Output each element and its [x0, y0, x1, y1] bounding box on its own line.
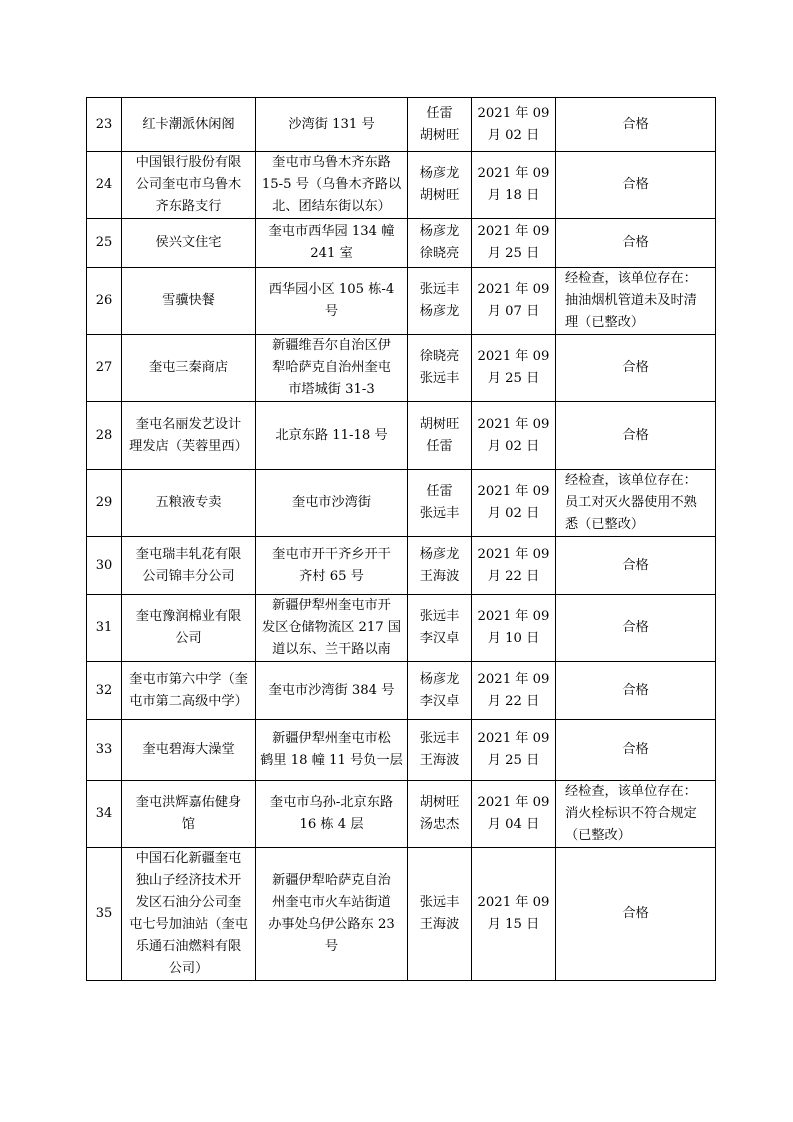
inspection-table-body [87, 98, 716, 981]
unit-address-line: 齐村 65 号 [299, 568, 364, 584]
row-number: 33 [95, 742, 113, 757]
unit-name-line: 奎屯市第六中学（奎 [129, 671, 248, 687]
unit-name-line: 独山子经济技术开 [135, 873, 242, 888]
unit-address-line: 新疆伊犁州奎屯市松 [272, 731, 391, 746]
unit-address-cell [256, 848, 408, 981]
table-row [87, 662, 716, 720]
inspection-date-line: 2021 年 09 [477, 795, 550, 810]
unit-address-cell [256, 781, 408, 848]
unit-name-cell [122, 219, 256, 268]
unit-name-line: 乐通石油燃料有限 [135, 939, 242, 954]
unit-name-line: 五粮液专卖 [155, 495, 222, 510]
inspection-result-line: 合格 [622, 116, 649, 132]
unit-name-line: 公司） [168, 961, 209, 976]
inspectors-line: 王海波 [419, 568, 460, 584]
inspectors-line: 张远丰 [419, 731, 460, 746]
unit-name-line: 侯兴文住宅 [155, 235, 222, 250]
table-row [87, 470, 716, 537]
inspection-date-line: 月 02 日 [487, 506, 540, 521]
inspection-date-line: 2021 年 09 [477, 282, 550, 297]
inspection-result-line: 消火栓标识不符合规定 [565, 806, 697, 821]
row-number: 28 [95, 427, 113, 443]
inspectors-line: 张远丰 [419, 282, 460, 297]
inspection-date-line: 2021 年 09 [477, 224, 550, 239]
unit-address-line: 奎屯市乌孙-北京东路 [269, 795, 394, 810]
table-row [87, 219, 716, 268]
row-number-cell [87, 595, 122, 662]
row-number-cell [87, 720, 122, 781]
inspectors-cell [408, 662, 472, 720]
inspection-result-line: 合格 [622, 177, 649, 192]
unit-address-line: 北、团结东街以东） [272, 199, 391, 214]
inspection-date-line: 月 04 日 [487, 817, 540, 832]
inspection-date-cell [472, 335, 556, 402]
inspectors-cell [408, 595, 472, 662]
inspection-date-line: 2021 年 09 [477, 484, 550, 499]
inspectors-line: 任雷 [426, 438, 453, 454]
table-row [87, 152, 716, 219]
unit-name-line: 齐东路支行 [155, 199, 222, 214]
inspection-date-cell [472, 152, 556, 219]
unit-name-line: 奎屯三秦商店 [148, 360, 229, 375]
unit-name-line: 雪骥快餐 [162, 293, 215, 308]
unit-address-line: 沙湾街 131 号 [288, 116, 375, 132]
unit-address-line: 西华园小区 105 栋-4 [268, 282, 395, 297]
inspection-date-line: 月 22 日 [487, 693, 540, 709]
unit-name-cell [122, 781, 256, 848]
inspection-result-cell [556, 152, 716, 219]
row-number: 25 [95, 235, 113, 250]
unit-name-cell [122, 402, 256, 470]
unit-address-cell [256, 662, 408, 720]
inspection-date-line: 2021 年 09 [477, 546, 550, 562]
row-number-cell [87, 402, 122, 470]
inspection-date-line: 2021 年 09 [477, 105, 550, 121]
inspection-date-cell [472, 662, 556, 720]
unit-address-line: 鹤里 18 幢 11 号负一层 [260, 753, 403, 768]
unit-address-cell [256, 470, 408, 537]
inspectors-line: 杨彦龙 [419, 546, 460, 562]
row-number: 30 [95, 557, 113, 573]
inspection-date-cell [472, 219, 556, 268]
unit-address-line: 奎屯市开干齐乡开干 [272, 546, 391, 562]
inspection-date-line: 2021 年 09 [477, 895, 550, 910]
unit-address-line: 15-5 号（乌鲁木齐路以 [261, 177, 402, 192]
unit-address-line: 新疆伊犁哈萨克自治 [272, 873, 391, 888]
inspectors-line: 胡树旺 [419, 416, 460, 432]
row-number-cell [87, 335, 122, 402]
unit-name-cell [122, 720, 256, 781]
table-row [87, 720, 716, 781]
inspectors-line: 杨彦龙 [419, 304, 460, 319]
inspectors-line: 王海波 [419, 753, 460, 768]
inspection-date-cell [472, 848, 556, 981]
unit-address-cell [256, 98, 408, 152]
inspection-result-line: 经检查，该单位存在： [565, 784, 697, 799]
inspectors-line: 李汉卓 [419, 693, 460, 709]
inspectors-line: 胡树旺 [419, 795, 460, 810]
row-number-cell [87, 470, 122, 537]
unit-address-line: 发区仓储物流区 217 国 [261, 620, 402, 635]
unit-name-cell [122, 268, 256, 335]
inspection-result-line: 悉（已整改） [565, 517, 645, 532]
unit-address-line: 号 [324, 939, 339, 954]
inspection-date-cell [472, 98, 556, 152]
unit-address-cell [256, 152, 408, 219]
unit-address-line: 道以东、兰干路以南 [272, 642, 391, 657]
inspectors-cell [408, 470, 472, 537]
unit-address-cell [256, 219, 408, 268]
row-number: 31 [95, 620, 113, 635]
inspection-date-line: 月 10 日 [487, 631, 540, 646]
inspection-date-line: 月 25 日 [487, 246, 540, 261]
unit-address-line: 北京东路 11-18 号 [275, 427, 388, 443]
unit-name-line: 中国石化新疆奎屯 [135, 851, 242, 866]
row-number: 24 [95, 177, 113, 192]
inspectors-cell [408, 219, 472, 268]
inspection-date-cell [472, 402, 556, 470]
inspection-date-cell [472, 595, 556, 662]
table-row [87, 98, 716, 152]
unit-address-line: 州奎屯市火车站街道 [272, 895, 391, 910]
row-number: 27 [95, 360, 113, 375]
table-row [87, 595, 716, 662]
unit-name-line: 公司锦丰分公司 [142, 568, 235, 584]
unit-name-line: 公司奎屯市乌鲁木 [135, 177, 242, 192]
row-number-cell [87, 219, 122, 268]
inspection-result-line: （已整改） [565, 828, 631, 843]
unit-name-line: 奎屯洪辉嘉佑健身 [135, 795, 242, 810]
row-number: 26 [95, 293, 113, 308]
unit-name-cell [122, 848, 256, 981]
unit-address-line: 奎屯市沙湾街 384 号 [268, 682, 395, 698]
unit-address-line: 号 [324, 304, 339, 319]
unit-name-cell [122, 335, 256, 402]
unit-address-line: 犁哈萨克自治州奎屯 [272, 360, 391, 375]
unit-address-cell [256, 537, 408, 595]
inspectors-cell [408, 335, 472, 402]
inspection-date-line: 月 07 日 [487, 304, 540, 319]
inspectors-line: 张远丰 [419, 609, 460, 624]
unit-name-cell [122, 152, 256, 219]
inspectors-line: 李汉卓 [419, 631, 460, 646]
inspectors-line: 杨彦龙 [419, 224, 460, 239]
row-number-cell [87, 781, 122, 848]
unit-name-line: 奎屯名丽发艺设计 [135, 416, 242, 432]
unit-name-cell [122, 537, 256, 595]
inspectors-line: 张远丰 [419, 895, 460, 910]
unit-name-cell [122, 662, 256, 720]
inspection-date-line: 月 15 日 [487, 917, 540, 932]
row-number: 35 [95, 906, 113, 921]
row-number-cell [87, 848, 122, 981]
unit-address-cell [256, 268, 408, 335]
inspectors-cell [408, 781, 472, 848]
inspection-result-line: 经检查，该单位存在： [565, 271, 697, 286]
inspection-result-cell [556, 402, 716, 470]
row-number-cell [87, 152, 122, 219]
inspection-date-line: 2021 年 09 [477, 731, 550, 746]
unit-name-line: 屯七号加油站（奎屯 [129, 917, 248, 932]
inspection-date-line: 月 25 日 [487, 753, 540, 768]
unit-address-line: 奎屯市西华园 134 幢 [268, 224, 395, 239]
inspection-date-line: 月 02 日 [487, 438, 540, 454]
inspection-result-line: 合格 [622, 235, 649, 250]
unit-address-line: 办事处乌伊公路东 23 [268, 917, 395, 932]
table-row [87, 335, 716, 402]
inspection-result-cell [556, 537, 716, 595]
table-row [87, 537, 716, 595]
inspectors-line: 任雷 [426, 484, 453, 499]
inspection-result-cell [556, 662, 716, 720]
inspection-date-cell [472, 268, 556, 335]
inspectors-line: 徐晓亮 [419, 246, 460, 261]
inspection-date-cell [472, 720, 556, 781]
unit-name-line: 理发店（芙蓉里西） [129, 438, 248, 454]
inspection-date-line: 2021 年 09 [477, 416, 550, 432]
inspectors-cell [408, 537, 472, 595]
inspection-date-cell [472, 470, 556, 537]
inspection-result-line: 理（已整改） [565, 315, 645, 330]
table-row [87, 848, 716, 981]
unit-name-line: 发区石油分公司奎 [135, 895, 242, 910]
inspection-result-line: 合格 [622, 742, 649, 757]
row-number: 29 [95, 495, 113, 510]
inspection-date-line: 2021 年 09 [477, 671, 550, 687]
unit-name-cell [122, 98, 256, 152]
inspectors-cell [408, 402, 472, 470]
inspection-result-cell [556, 781, 716, 848]
inspection-result-line: 合格 [622, 557, 649, 573]
unit-name-line: 红卡潮派休闲阁 [142, 116, 235, 132]
unit-address-line: 市塔城街 31-3 [288, 382, 375, 397]
inspectors-line: 杨彦龙 [419, 166, 460, 181]
inspection-result-cell [556, 720, 716, 781]
inspection-table [86, 97, 716, 981]
inspection-result-cell [556, 98, 716, 152]
inspection-date-line: 2021 年 09 [477, 349, 550, 364]
inspectors-line: 汤忠杰 [419, 817, 460, 832]
unit-name-line: 公司 [175, 631, 202, 646]
unit-address-line: 奎屯市乌鲁木齐东路 [272, 155, 391, 170]
table-row [87, 268, 716, 335]
inspection-result-cell [556, 335, 716, 402]
inspectors-cell [408, 268, 472, 335]
table-row [87, 781, 716, 848]
inspection-result-cell [556, 470, 716, 537]
row-number-cell [87, 268, 122, 335]
inspectors-line: 杨彦龙 [419, 671, 460, 687]
unit-address-cell [256, 335, 408, 402]
inspectors-cell [408, 152, 472, 219]
unit-address-line: 奎屯市沙湾街 [291, 495, 372, 510]
row-number: 32 [95, 682, 113, 698]
unit-address-line: 16 栋 4 层 [299, 817, 364, 832]
inspectors-cell [408, 98, 472, 152]
inspection-date-line: 月 22 日 [487, 568, 540, 584]
inspection-date-line: 月 18 日 [487, 188, 540, 203]
inspection-result-line: 员工对灭火器使用不熟 [565, 495, 697, 510]
inspection-result-line: 合格 [622, 427, 649, 443]
inspection-result-cell [556, 268, 716, 335]
inspectors-line: 王海波 [419, 917, 460, 932]
inspection-date-cell [472, 537, 556, 595]
unit-address-line: 新疆维吾尔自治区伊 [272, 338, 391, 353]
inspection-result-line: 经检查，该单位存在： [565, 473, 697, 488]
unit-name-line: 奎屯碧海大澡堂 [142, 742, 235, 757]
inspection-date-line: 2021 年 09 [477, 166, 550, 181]
inspectors-line: 任雷 [426, 105, 453, 121]
unit-address-line: 241 室 [310, 246, 353, 261]
inspection-result-line: 抽油烟机管道未及时清 [565, 293, 697, 308]
row-number: 34 [95, 806, 113, 821]
unit-address-cell [256, 402, 408, 470]
inspectors-line: 张远丰 [419, 371, 460, 386]
inspection-result-cell [556, 848, 716, 981]
row-number: 23 [95, 116, 113, 132]
row-number-cell [87, 662, 122, 720]
inspectors-line: 张远丰 [419, 506, 460, 521]
unit-name-line: 屯市第二高级中学） [129, 693, 248, 709]
inspection-date-line: 2021 年 09 [477, 609, 550, 624]
unit-name-cell [122, 595, 256, 662]
inspectors-cell [408, 848, 472, 981]
inspection-result-line: 合格 [622, 620, 649, 635]
inspection-result-line: 合格 [622, 360, 649, 375]
unit-name-line: 馆 [181, 817, 196, 832]
unit-address-line: 新疆伊犁州奎屯市开 [272, 598, 391, 613]
row-number-cell [87, 98, 122, 152]
unit-name-line: 中国银行股份有限 [135, 155, 242, 170]
inspection-result-line: 合格 [622, 906, 649, 921]
inspectors-line: 胡树旺 [419, 188, 460, 203]
inspection-date-line: 月 02 日 [487, 127, 540, 143]
inspectors-line: 徐晓亮 [419, 349, 460, 364]
inspection-result-line: 合格 [622, 682, 649, 698]
table-row [87, 402, 716, 470]
inspectors-line: 胡树旺 [419, 127, 460, 143]
unit-name-line: 奎屯瑞丰轧花有限 [135, 546, 242, 562]
unit-name-cell [122, 470, 256, 537]
inspectors-cell [408, 720, 472, 781]
inspection-date-cell [472, 781, 556, 848]
unit-name-line: 奎屯豫润棉业有限 [135, 609, 242, 624]
inspection-result-cell [556, 595, 716, 662]
unit-address-cell [256, 595, 408, 662]
inspection-date-line: 月 25 日 [487, 371, 540, 386]
row-number-cell [87, 537, 122, 595]
unit-address-cell [256, 720, 408, 781]
inspection-result-cell [556, 219, 716, 268]
